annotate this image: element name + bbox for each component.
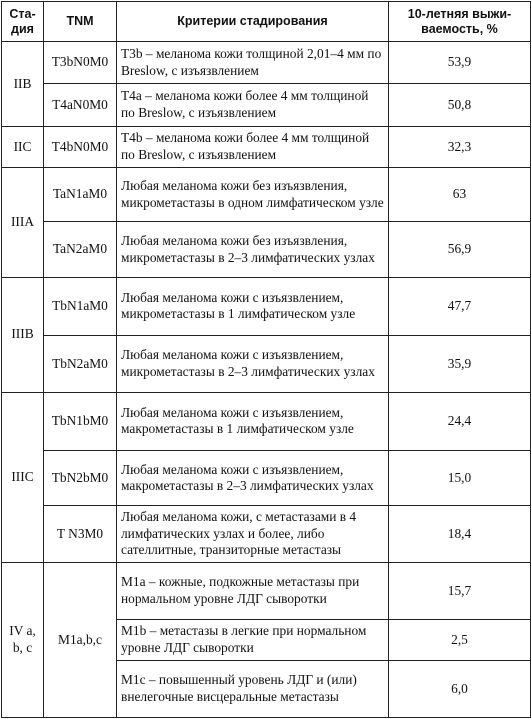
tnm-cell: T3bN0M0 xyxy=(44,42,117,84)
criteria-cell: Любая меланома кожи без изъязвления, микрометастазы в 2–3 лимфатических узлах xyxy=(117,222,389,277)
criteria-cell: M1a – кожные, подкожные метастазы при нормальном уровне ЛДГ сыворотки xyxy=(117,562,389,619)
criteria-cell: T4b – меланома кожи более 4 мм толщиной по Breslow, с изъязвлением xyxy=(117,126,389,167)
survival-cell: 18,4 xyxy=(389,506,531,562)
tnm-cell: TbN2aM0 xyxy=(44,336,117,392)
header-criteria: Критерии стадирования xyxy=(117,2,389,42)
table-row xyxy=(2,336,531,392)
stage-cell: IIIC xyxy=(2,392,44,562)
criteria-cell: Любая меланома кожи с изъязвлением, микрометастазы в 2–3 лимфатических узлах xyxy=(117,336,389,392)
tnm-cell: T4bN0M0 xyxy=(44,126,117,167)
survival-cell: 24,4 xyxy=(389,392,531,450)
criteria-cell: Любая меланома кожи с изъязвлением, микрометастазы в 1 лимфатическом узле xyxy=(117,277,389,335)
stage-cell: IV a, b, c xyxy=(2,562,44,717)
survival-cell: 15,0 xyxy=(389,450,531,505)
survival-cell: 50,8 xyxy=(389,84,531,126)
tnm-cell: TaN2aM0 xyxy=(44,222,117,277)
tnm-cell: TbN1aM0 xyxy=(44,277,117,335)
table-row xyxy=(2,42,531,84)
stage-cell: IIC xyxy=(2,126,44,167)
survival-cell: 32,3 xyxy=(389,126,531,167)
table-row xyxy=(2,450,531,505)
criteria-cell: Любая меланома кожи, с метастазами в 4 лимфатических узлах и более, либо сателлитные, транзиторные метастазы xyxy=(117,506,389,562)
criteria-cell: Любая меланома кожи без изъязвления, микрометастазы в одном лимфатическом узле xyxy=(117,167,389,221)
tnm-cell: TaN1aM0 xyxy=(44,167,117,221)
tnm-cell: TbN1bM0 xyxy=(44,392,117,450)
survival-cell: 15,7 xyxy=(389,562,531,619)
tnm-cell: TbN2bM0 xyxy=(44,450,117,505)
stage-cell: IIIA xyxy=(2,167,44,277)
table-row xyxy=(2,506,531,562)
survival-cell: 2,5 xyxy=(389,620,531,660)
tnm-cell: T N3M0 xyxy=(44,506,117,562)
stage-cell: IIIB xyxy=(2,277,44,392)
criteria-cell: T3b – меланома кожи толщиной 2,01–4 мм по Breslow, с изъязвлением xyxy=(117,42,389,84)
criteria-cell: Любая меланома кожи с изъязвлением, макрометастазы в 2–3 лимфатических узлах xyxy=(117,450,389,505)
survival-cell: 63 xyxy=(389,167,531,221)
staging-table xyxy=(1,1,531,718)
survival-cell: 6,0 xyxy=(389,660,531,718)
survival-cell: 35,9 xyxy=(389,336,531,392)
table-row xyxy=(2,392,531,450)
header-row xyxy=(2,2,531,42)
tnm-cell: T4aN0M0 xyxy=(44,84,117,126)
header-survival: 10-летняя выжи-ваемость, % xyxy=(389,2,531,42)
header-tnm: TNM xyxy=(44,2,117,42)
survival-cell: 56,9 xyxy=(389,222,531,277)
criteria-cell: M1c – повышенный уровень ЛДГ и (или) внелегочные висцеральные метастазы xyxy=(117,660,389,718)
table-row xyxy=(2,222,531,277)
criteria-cell: T4a – меланома кожи более 4 мм толщиной по Breslow, с изъязвлением xyxy=(117,84,389,126)
criteria-cell: M1b – метастазы в легкие при нормальном уровне ЛДГ сыворотки xyxy=(117,620,389,660)
tnm-cell: M1a,b,c xyxy=(44,562,117,717)
survival-cell: 47,7 xyxy=(389,277,531,335)
table-row xyxy=(2,277,531,335)
stage-cell: IIB xyxy=(2,42,44,127)
survival-cell: 53,9 xyxy=(389,42,531,84)
table-row xyxy=(2,126,531,167)
table-row xyxy=(2,562,531,619)
criteria-cell: Любая меланома кожи с изъязвлением, макрометастазы в 1 лимфатическом узле xyxy=(117,392,389,450)
table-row xyxy=(2,84,531,126)
header-stage: Ста-дия xyxy=(2,2,44,42)
table-row xyxy=(2,167,531,221)
